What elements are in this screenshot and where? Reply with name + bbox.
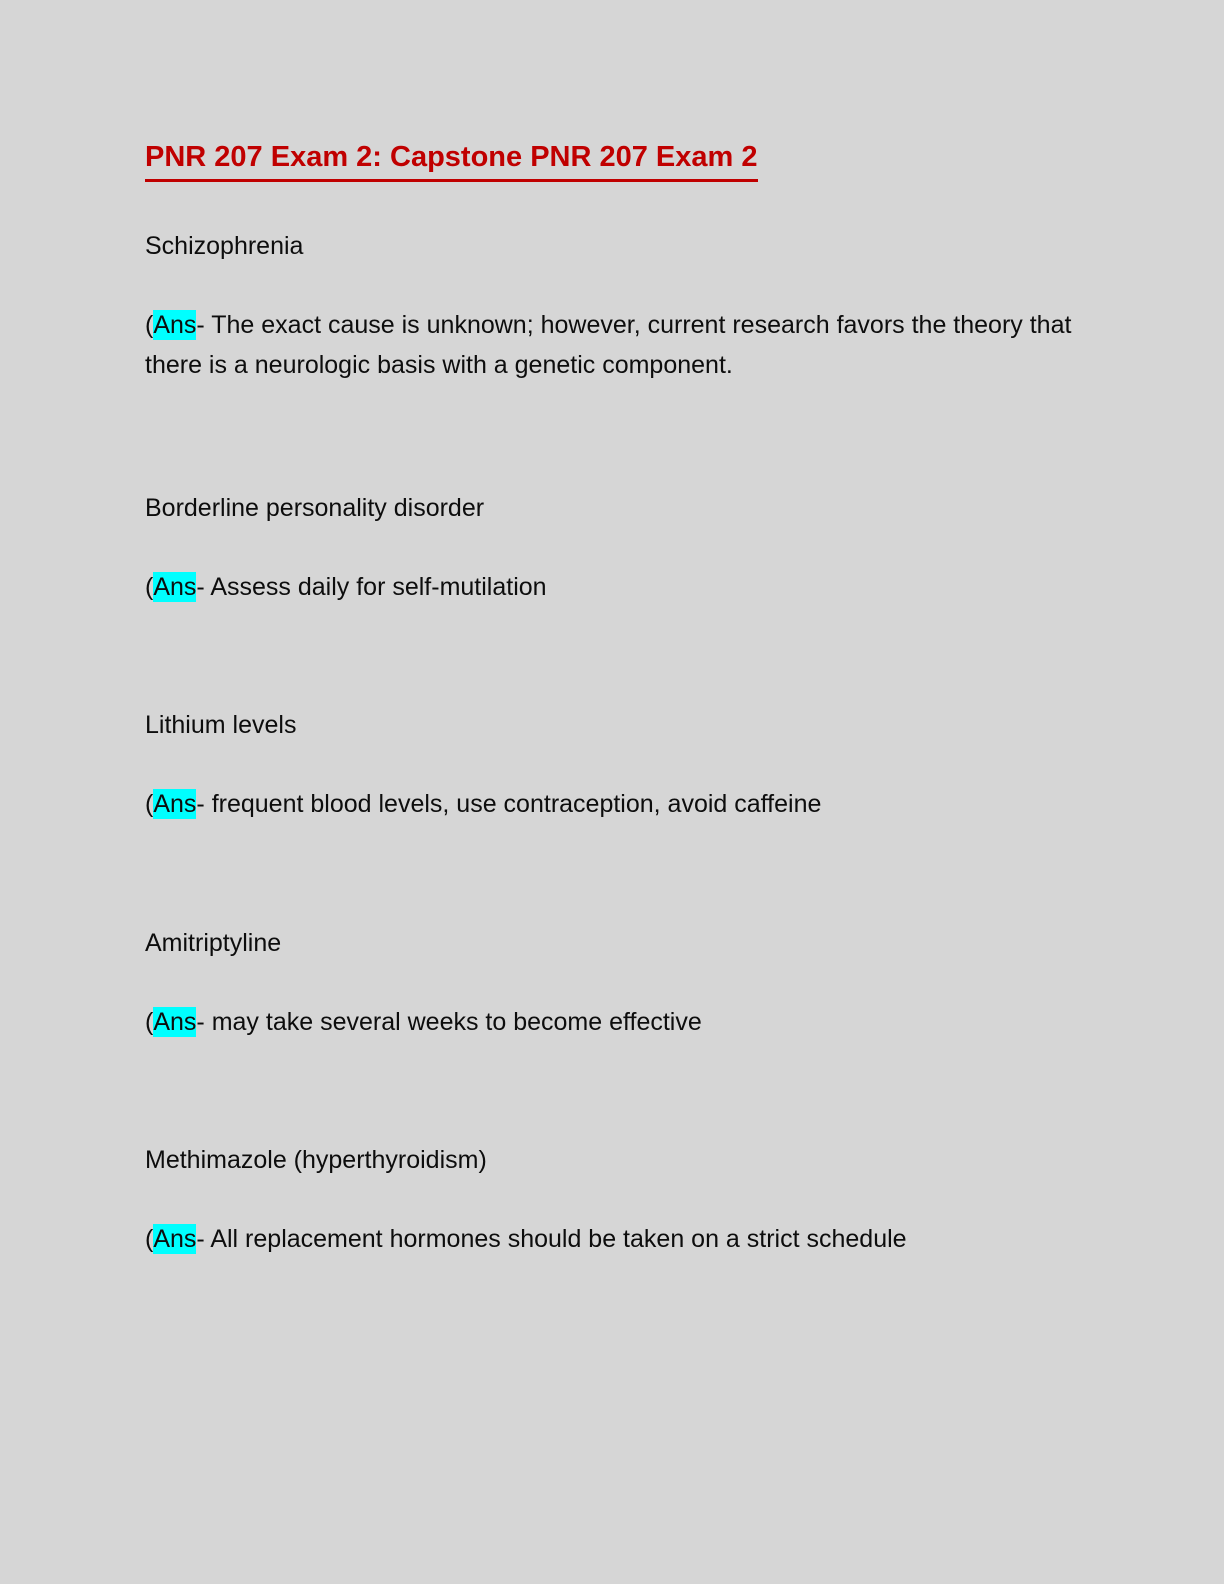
section-answer [145,567,1075,608]
answer-open-paren: ( [145,310,154,339]
answer-dash: - [196,310,212,339]
section-heading: Methimazole (hyperthyroidism) [145,1146,487,1175]
section-answer [145,1219,1075,1260]
answer-open-paren: ( [145,1225,154,1254]
spacer-between-sections [145,1042,1079,1148]
answer-label-highlight: Ans [153,310,197,339]
answer-text: frequent blood levels, use contraception, avoid caffeine [211,790,822,819]
spacer-between-sections [145,607,1079,713]
spacer-after-heading [145,521,1079,567]
section-heading: Amitriptyline [145,928,282,957]
answer-label-highlight: Ans [153,572,197,601]
answer-label-highlight: Ans [153,1225,197,1254]
page-title-text: PNR 207 Exam 2: Capstone PNR 207 Exam 2 [145,140,758,182]
spacer-after-heading [145,1173,1079,1219]
spacer-after-heading [145,956,1079,1002]
answer-text: Assess daily for self-mutilation [210,572,547,601]
answer-dash: - [196,1225,211,1254]
section-heading: Lithium levels [145,711,297,740]
spacer-after-heading [145,738,1079,784]
answer-text: All replacement hormones should be taken on a strict schedule [210,1225,907,1254]
spacer-between-sections [145,825,1079,931]
answer-open-paren: ( [145,572,154,601]
section-amitriptyline [145,928,1079,1043]
section-schizophrenia [145,231,1079,386]
section-heading: Borderline personality disorder [145,493,485,522]
answer-open-paren: ( [145,790,154,819]
spacer-between-sections [145,386,1079,496]
section-answer [145,305,1075,386]
spacer-after-title [145,182,1079,234]
spacer-after-heading [145,259,1079,305]
answer-text: The exact cause is unknown; however, current research favors the theory that there is a neurologic basis with a genetic component. [145,310,1072,380]
answer-label-highlight: Ans [153,790,197,819]
section-heading: Schizophrenia [145,231,304,260]
answer-dash: - [196,572,211,601]
answer-dash: - [196,790,212,819]
section-methimazole [145,1148,1079,1260]
page-title [145,140,1079,182]
answer-text: may take several weeks to become effective [211,1007,702,1036]
section-answer [145,1002,1075,1043]
answer-open-paren: ( [145,1007,154,1036]
answer-dash: - [196,1007,212,1036]
section-answer [145,784,1075,825]
section-borderline-personality-disorder [145,493,1079,608]
section-lithium-levels [145,713,1079,825]
answer-label-highlight: Ans [153,1007,197,1036]
